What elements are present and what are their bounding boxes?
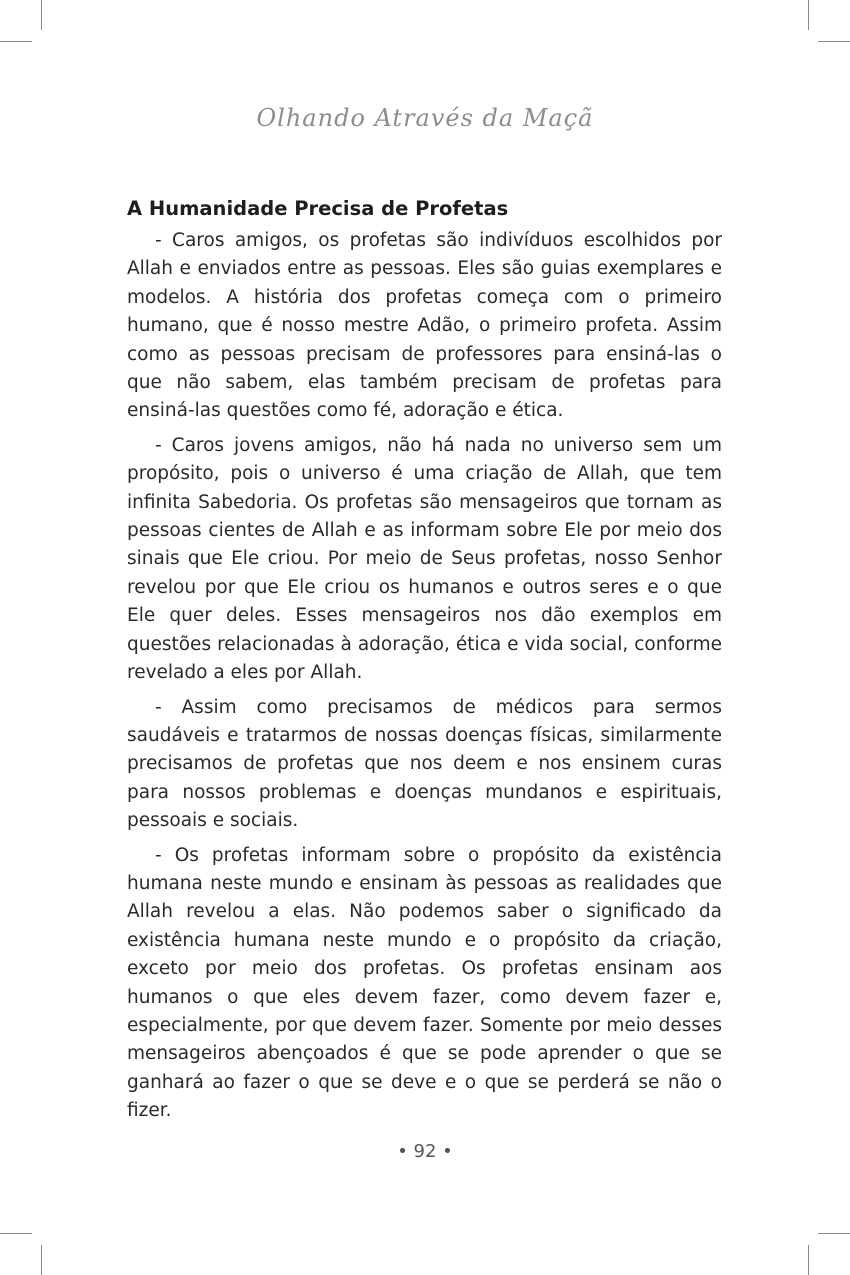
crop-mark-top-left-vertical <box>41 0 42 30</box>
paragraph-3: - Assim como precisamos de médicos para sermos saudáveis e tratarmos de nossas doenças físicas, similarmente precisamos de profetas que nos deem e nos ensinem curas para nossos problemas e doenças mundanos e espirituais, pessoais e sociais. <box>127 696 722 832</box>
crop-mark-bottom-right-horizontal <box>818 1233 850 1234</box>
page-number: • 92 • <box>397 1141 453 1162</box>
section-title: A Humanidade Precisa de Profetas <box>127 197 509 220</box>
crop-mark-bottom-left-horizontal <box>0 1233 32 1234</box>
paragraph-4: - Os profetas informam sobre o propósito da existência humana neste mundo e ensinam às pessoas as realidades que Allah revelou a elas. Não podemos saber o significado da existência humana neste mundo e o propósito da criação, exceto por meio dos profetas. Os profetas ensinam aos humanos o que eles devem fazer, como devem fazer e, especialmente, por que devem fazer. Somente por meio desses mensageiros abençoados é que se pode aprender o que se ganhará ao fazer o que se deve e o que se perderá se não o fizer. <box>127 844 722 1122</box>
crop-mark-top-left-horizontal <box>0 41 32 42</box>
crop-mark-bottom-right-vertical <box>808 1245 809 1275</box>
running-head: Olhando Através da Maçã <box>256 104 594 132</box>
crop-mark-top-right-horizontal <box>818 41 850 42</box>
page-body <box>127 195 722 1132</box>
paragraph-2: - Caros jovens amigos, não há nada no universo sem um propósito, pois o universo é uma criação de Allah, que tem infinita Sabedoria. Os profetas são mensageiros que tornam as pessoas cientes de Allah e as informam sobre Ele por meio dos sinais que Ele criou. Por meio de Seus profetas, nosso Senhor revelou por que Ele criou os humanos e outros seres e o que Ele quer deles. Esses mensageiros nos dão exemplos em questões relacionadas à adoração, ética e vida social, conforme revelado a eles por Allah. <box>127 434 722 684</box>
crop-mark-bottom-left-vertical <box>41 1245 42 1275</box>
crop-mark-top-right-vertical <box>808 0 809 30</box>
paragraph-1: - Caros amigos, os profetas são indivíduos escolhidos por Allah e enviados entre as pessoas. Eles são guias exemplares e modelos. A história dos profetas começa com o primeiro humano, que é nosso mestre Adão, o primeiro profeta. Assim como as pessoas precisam de professores para ensiná-las o que não sabem, elas também precisam de profetas para ensiná-las questões como fé, adoração e ética. <box>127 230 722 422</box>
